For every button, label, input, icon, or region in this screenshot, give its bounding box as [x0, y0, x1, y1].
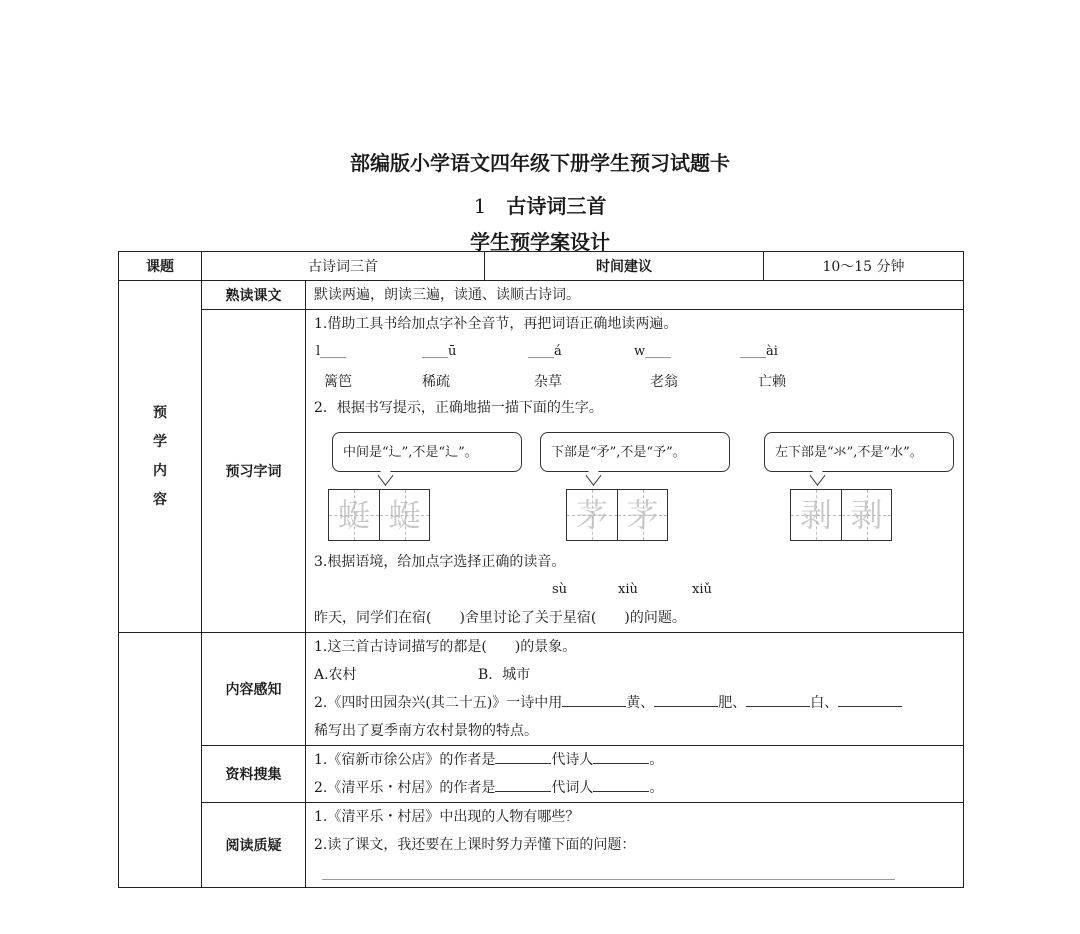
content-content: [306, 633, 964, 746]
design-title: 学生预学案设计: [470, 230, 610, 254]
side-blank: [119, 633, 202, 888]
content-q2-word: 白、: [810, 695, 839, 711]
side-char: 学: [153, 433, 167, 450]
section-label-info: 资料搜集: [202, 746, 306, 803]
trace-char: 蜓: [329, 490, 379, 540]
answer-blank[interactable]: [495, 749, 551, 764]
info-l2-b: 代词人: [551, 780, 594, 796]
trace-char: 剥: [791, 490, 841, 540]
side-char: 容: [153, 491, 167, 508]
answer-blank[interactable]: [495, 777, 551, 792]
hint-text: 左下部是“氺”,不是“水”。: [775, 445, 923, 460]
questions-q1: 1.《清平乐・村居》中出现的人物有哪些？: [314, 809, 580, 825]
words-sentence: 昨天，同学们在宿( )舍里讨论了关于星宿( )的问题。: [314, 610, 686, 626]
pinyin-blank-row: [314, 338, 955, 366]
pinyin-blank: ____ū: [422, 344, 457, 359]
word: 老翁: [650, 374, 678, 390]
pinyin-option: xiǔ: [692, 582, 712, 597]
content-q2-end: 稀写出了夏季南方农村景物的特点。: [314, 723, 538, 739]
hint-bubble: [764, 432, 954, 472]
answer-blank[interactable]: [838, 692, 902, 707]
option-a: A.农村: [314, 667, 357, 683]
word: 篱笆: [324, 374, 352, 390]
answer-blank[interactable]: [593, 749, 649, 764]
word: 稀疏: [422, 374, 450, 390]
section-label-content: 内容感知: [202, 633, 306, 746]
period: 。: [649, 780, 664, 796]
lesson-number: 1: [473, 194, 487, 218]
words-q3: 3.根据语境，给加点字选择正确的读音。: [314, 554, 566, 570]
content-q2-prefix: 2.《四时田园杂兴(其二十五)》一诗中用: [314, 695, 563, 711]
pinyin-options-row: [314, 576, 955, 604]
lesson-name: 古诗词三首: [506, 194, 607, 218]
hint-bubble: [540, 432, 730, 472]
time-value: 10～15 分钟: [764, 252, 964, 281]
word-row: [314, 366, 955, 394]
info-content: [306, 746, 964, 803]
pinyin-blank: ____á: [528, 344, 562, 359]
char-practice-area: [314, 422, 955, 548]
words-q1: 1.借助工具书给加点字补全音节，再把词语正确地读两遍。: [314, 316, 678, 332]
pinyin-blank: l____: [316, 344, 347, 359]
answer-blank[interactable]: [562, 692, 626, 707]
content-options: [314, 661, 955, 689]
questions-content: [306, 803, 964, 888]
pinyin-blank: ____ài: [740, 344, 778, 359]
pinyin-option: sù: [552, 582, 568, 597]
section-label-questions: 阅读质疑: [202, 803, 306, 888]
lesson-title: [0, 190, 1080, 219]
reading-content: [306, 281, 964, 310]
content-q1: 1.这三首古诗词描写的都是( )的景象。: [314, 639, 577, 655]
info-line-1: [314, 746, 955, 774]
char-grid: [328, 489, 430, 541]
side-label-preview: [119, 281, 202, 633]
info-l1-b: 代诗人: [551, 752, 594, 768]
hint-text: 中间是“辶”,不是“辶”。: [343, 445, 478, 460]
topic-label: 课题: [119, 252, 202, 281]
pinyin-option: xiù: [618, 582, 638, 597]
preview-card-table: [118, 251, 964, 888]
option-b: B．城市: [478, 667, 531, 683]
section-label-words: 预习字词: [202, 310, 306, 633]
section-label-reading: 熟读课文: [202, 281, 306, 310]
trace-char: 茅: [617, 490, 667, 540]
reading-text: 默读两遍，朗读三遍，读通、读顺古诗词。: [314, 287, 580, 303]
answer-line[interactable]: [314, 859, 955, 887]
questions-q2: 2.读了课文，我还要在上课时努力弄懂下面的问题：: [314, 837, 636, 853]
word: 杂草: [534, 374, 562, 390]
info-l1-a: 1.《宿新市徐公店》的作者是: [314, 752, 496, 768]
answer-blank[interactable]: [654, 692, 718, 707]
trace-char: 蜓: [379, 490, 429, 540]
side-char: 内: [153, 462, 167, 479]
info-l2-a: 2.《清平乐・村居》的作者是: [314, 780, 496, 796]
content-q2-word: 黄、: [626, 695, 655, 711]
char-grid: [566, 489, 668, 541]
words-q2: 2．根据书写提示，正确地描一描下面的生字。: [314, 400, 603, 416]
content-q2-word: 肥、: [718, 695, 747, 711]
char-grid: [790, 489, 892, 541]
topic-value: 古诗词三首: [202, 252, 485, 281]
time-label: 时间建议: [485, 252, 764, 281]
hint-text: 下部是“矛”,不是“予”。: [551, 445, 686, 460]
hint-bubble: [332, 432, 522, 472]
answer-blank[interactable]: [593, 777, 649, 792]
answer-blank[interactable]: [746, 692, 810, 707]
word: 亡赖: [758, 374, 786, 390]
pinyin-blank: w____: [634, 344, 672, 359]
main-title: 部编版小学语文四年级下册学生预习试题卡: [350, 151, 730, 175]
period: 。: [649, 752, 664, 768]
info-line-2: [314, 774, 955, 802]
trace-char: 茅: [567, 490, 617, 540]
trace-char: 剥: [841, 490, 891, 540]
content-q2: [314, 689, 955, 717]
words-content: [306, 310, 964, 633]
side-char: 预: [153, 404, 167, 421]
